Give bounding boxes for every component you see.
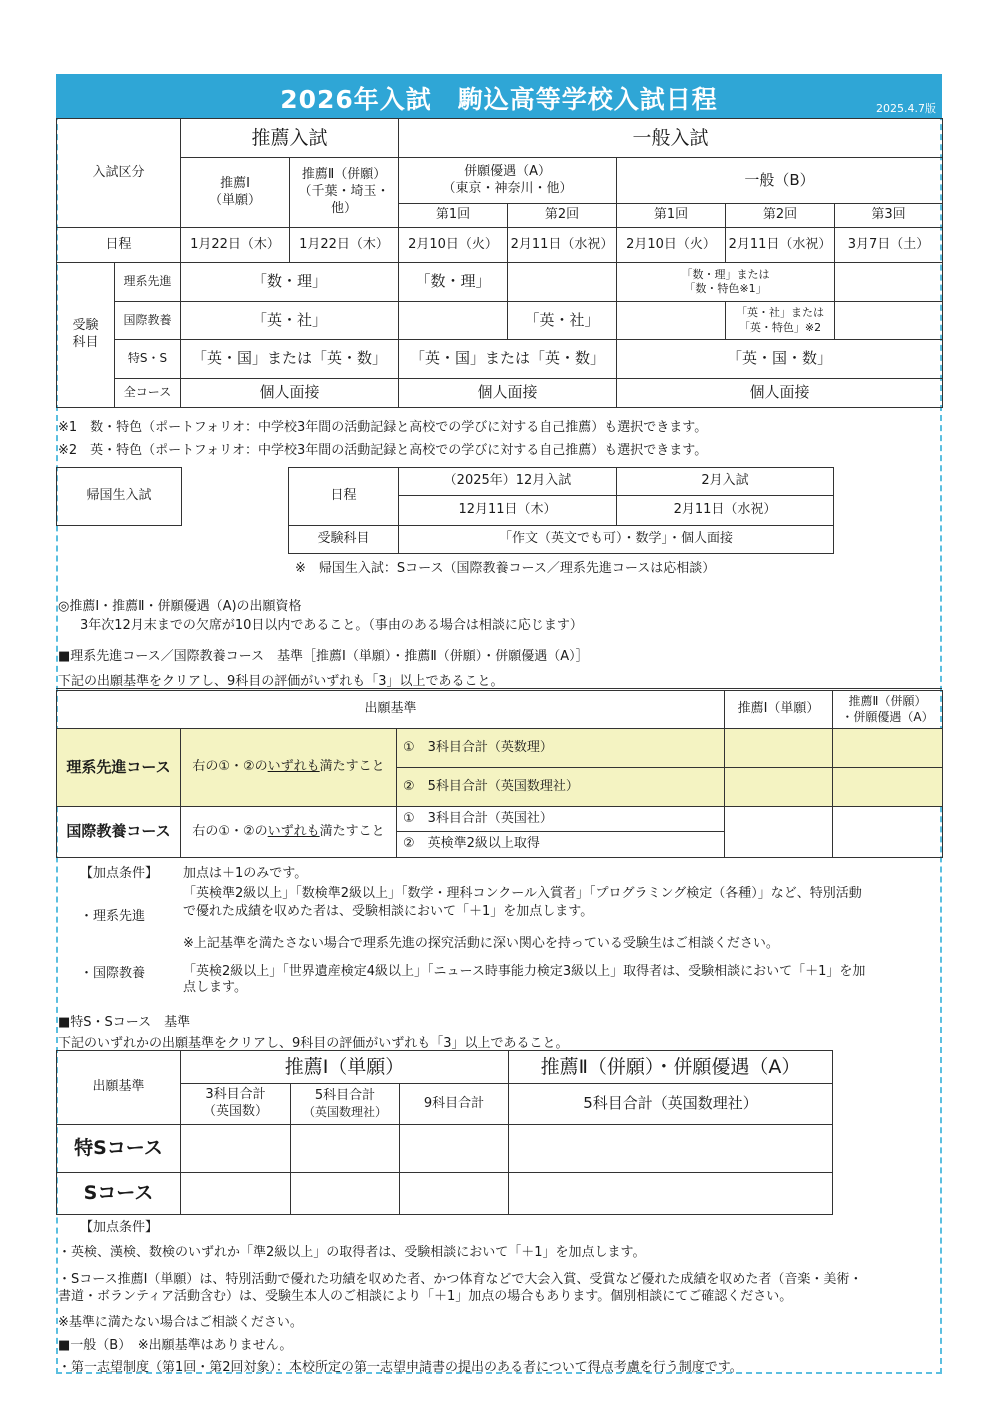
empty-cell — [617, 302, 726, 340]
round-cell: 第1回 — [617, 204, 726, 228]
criteria-header: 出願基準 — [57, 691, 725, 729]
kasan1-kokusai-label: ・国際教養 — [80, 966, 146, 981]
kokusai-heigan-subjects: 「英・社」 — [508, 302, 617, 340]
kikoku-table — [288, 467, 834, 554]
row-kokusai: 国際教養 — [115, 302, 181, 340]
kasan1-label: 【加点条件】 — [80, 866, 159, 881]
kikoku-label-box — [56, 467, 182, 526]
blank-cell — [833, 768, 943, 807]
kikoku-subjects: 「作文（英文でも可）・数学」・個人面接 — [399, 526, 834, 554]
mensetsu-cell: 個人面接 — [399, 379, 617, 408]
category-label: 入試区分 — [57, 119, 181, 228]
kokusai-criterion-2: ② 英検準2級以上取得 — [397, 832, 725, 858]
kokusai-course-name: 国際教養コース — [57, 807, 181, 858]
rikei-criterion-1: ① 3科目合計（英数理） — [397, 729, 725, 768]
suisen2-col-header: 推薦Ⅱ（併願） ・併願優遇（A） — [833, 691, 943, 729]
tokus-course-name: 特Sコース — [57, 1125, 181, 1173]
round-cell: 第3回 — [835, 204, 943, 228]
empty-cell — [399, 302, 508, 340]
kikoku-subject-label: 受験科目 — [289, 526, 399, 554]
section2-heading: ■特S・Sコース 基準 — [58, 1015, 191, 1030]
kasan1-kokusai-2: 点します。 — [183, 980, 247, 995]
kasan1-rikei-2: で優れた成績を収めた者は、受験相談において「＋1」を加点します。 — [183, 904, 594, 919]
kokusai-criterion-1: ① 3科目合計（英国社） — [397, 807, 725, 832]
kasan2-line-3: 書道・ボランティア活動含む）は、受験生本人のご相談により「＋1」加点の場合もあります。個別相談にてご確認ください。 — [58, 1289, 793, 1304]
s-course-name: Sコース — [57, 1173, 181, 1215]
ippan-heading: ■一般（B） ※出願基準はありません。 — [58, 1338, 293, 1353]
blank-cell — [725, 768, 833, 807]
criteria-label-2: 出願基準 — [57, 1051, 181, 1125]
blank-cell — [181, 1173, 291, 1215]
suisen-header: 推薦入試 — [181, 119, 399, 158]
kasan2-line-4: ※基準に満たない場合はご相談ください。 — [58, 1315, 303, 1330]
kasan2-line-1: ・英検、漢検、数検のいずれか「準2級以上」の取得者は、受験相談において「＋1」を加点します。 — [58, 1245, 646, 1260]
section1-heading: ■理系先進コース／国際教養コース 基準［推薦Ⅰ（単願）・推薦Ⅱ（併願）・併願優遇（A）］ — [58, 649, 589, 664]
c5b-header: 5科目合計（英国数理社） — [509, 1084, 833, 1125]
empty-cell — [835, 302, 943, 340]
criteria-table-1 — [56, 690, 943, 858]
kikoku-note: ※ 帰国生入試：Sコース（国際教養コース／理系先進コースは応相談） — [295, 561, 716, 576]
date-cell: 2月11日（水祝） — [508, 228, 617, 263]
rikei-condition: 右の①・②のいずれも満たすこと — [181, 729, 397, 807]
blank-cell — [833, 729, 943, 768]
kikoku-feb-date: 2月11日（水祝） — [617, 496, 834, 526]
blank-cell — [833, 807, 943, 858]
schedule-table — [56, 118, 943, 408]
date-label: 日程 — [57, 228, 181, 263]
rikei-criterion-2: ② 5科目合計（英国数理社） — [397, 768, 725, 807]
round-cell: 第2回 — [508, 204, 617, 228]
mensetsu-cell: 個人面接 — [617, 379, 943, 408]
blank-cell — [400, 1173, 509, 1215]
kasan1-rikei-3: ※上記基準を満たさない場合で理系先進の探究活動に深い関心を持っている受験生はご相談ください。 — [183, 936, 779, 951]
row-all: 全コース — [115, 379, 181, 408]
blank-cell — [181, 1125, 291, 1173]
round-cell: 第2回 — [726, 204, 835, 228]
kikoku-feb-head: 2月入試 — [617, 468, 834, 496]
kikoku-dec-head: （2025年）12月入試 — [399, 468, 617, 496]
date-cell: 1月22日（木） — [290, 228, 399, 263]
row-tokus: 特S・S — [115, 340, 181, 379]
tokus-ippan-subjects: 「英・国・数」 — [617, 340, 943, 379]
ippan-header: 一般入試 — [399, 119, 943, 158]
date-cell: 3月7日（土） — [835, 228, 943, 263]
note-1: ※1 数・特色（ポートフォリオ：中学校3年間の活動記録と高校での学びに対する自己推薦）も選択できます。 — [58, 420, 708, 435]
empty-cell — [835, 263, 943, 302]
blank-cell — [509, 1125, 833, 1173]
date-cell: 2月10日（火） — [399, 228, 508, 263]
kasan2-line-2: ・Sコース推薦Ⅰ（単願）は、特別活動で優れた功績を収めた者、かつ体育などで大会入賞、受賞など優れた成績を収めた者（音楽・美術・ — [58, 1272, 863, 1287]
date-cell: 2月10日（火） — [617, 228, 726, 263]
tokus-suisen-subjects: 「英・国」または「英・数」 — [181, 340, 399, 379]
blank-cell — [509, 1173, 833, 1215]
kokusai-suisen-subjects: 「英・社」 — [181, 302, 399, 340]
date-cell: 2月11日（水祝） — [726, 228, 835, 263]
subject-label: 受験 科目 — [57, 263, 115, 408]
kasan1-only: 加点は＋1のみです。 — [183, 866, 308, 881]
rikei-heigan-subjects: 「数・理」 — [399, 263, 508, 302]
blank-cell — [291, 1173, 400, 1215]
suisen1-header: 推薦Ⅰ （単願） — [181, 158, 290, 228]
note-2: ※2 英・特色（ポートフォリオ：中学校3年間の活動記録と高校での学びに対する自己推薦）も選択できます。 — [58, 443, 708, 458]
qualification-body: 3年次12月末までの欠席が10日以内であること。（事由のある場合は相談に応じます） — [80, 618, 583, 633]
page-title: 2026年入試 駒込高等学校入試日程 — [280, 85, 718, 114]
tokus-heigan-subjects: 「英・国」または「英・数」 — [399, 340, 617, 379]
kasan1-rikei-label: ・理系先進 — [80, 909, 146, 924]
rikei-course-name: 理系先進コース — [57, 729, 181, 807]
kasan1-kokusai-1: 「英検2級以上」「世界遺産検定4級以上」「ニュース時事能力検定3級以上」取得者は、受験相談において「＋1」を加 — [183, 964, 866, 979]
suisen2-header-2: 推薦Ⅱ（併願）・併願優遇（A） — [509, 1051, 833, 1084]
title-bar — [56, 74, 942, 118]
suisen1-header-2: 推薦Ⅰ（単願） — [181, 1051, 509, 1084]
date-cell: 1月22日（木） — [181, 228, 290, 263]
empty-cell — [508, 263, 617, 302]
suisen1-col-header: 推薦Ⅰ（単願） — [725, 691, 833, 729]
blank-cell — [400, 1125, 509, 1173]
blank-cell — [725, 807, 833, 858]
heigan-header: 併願優遇（A） （東京・神奈川・他） — [399, 158, 617, 204]
kikoku-label: 帰国生入試 — [57, 468, 182, 526]
ippan-b-header: 一般（B） — [617, 158, 943, 204]
divider — [56, 688, 942, 689]
section1-sub: 下記の出願基準をクリアし、9科目の評価がいずれも「3」以上であること。 — [58, 674, 504, 689]
c3-header: 3科目合計 （英国数） — [181, 1084, 291, 1125]
kokusai-ippan-subjects: 「英・社」または 「英・特色」※2 — [726, 302, 835, 340]
kasan2-label: 【加点条件】 — [80, 1220, 159, 1235]
mensetsu-cell: 個人面接 — [181, 379, 399, 408]
criteria-table-2 — [56, 1050, 833, 1215]
suisen2-header: 推薦Ⅱ（併願） （千葉・埼玉・ 他） — [290, 158, 399, 228]
round-cell: 第1回 — [399, 204, 508, 228]
section2-sub: 下記のいずれかの出願基準をクリアし、9科目の評価がいずれも「3」以上であること。 — [58, 1036, 569, 1051]
blank-cell — [725, 729, 833, 768]
kikoku-dec-date: 12月11日（木） — [399, 496, 617, 526]
kikoku-date-label: 日程 — [289, 468, 399, 526]
row-rikei: 理系先進 — [115, 263, 181, 302]
kokusai-condition: 右の①・②のいずれも満たすこと — [181, 807, 397, 858]
c5-header: 5科目合計 （英国数理社） — [291, 1084, 400, 1125]
c9-header: 9科目合計 — [400, 1084, 509, 1125]
blank-cell — [291, 1125, 400, 1173]
kasan1-rikei-1: 「英検準2級以上」「数検準2級以上」「数学・理科コンクール入賞者」「プログラミング検定（各種）」など、特別活動 — [183, 886, 862, 901]
rikei-suisen-subjects: 「数・理」 — [181, 263, 399, 302]
rikei-ippan-subjects: 「数・理」または 「数・特色※1」 — [617, 263, 835, 302]
version-label: 2025.4.7版 — [876, 102, 936, 115]
qualification-title: ◎推薦Ⅰ・推薦Ⅱ・併願優遇（A)の出願資格 — [58, 599, 302, 614]
ippan-line: ・第一志望制度（第1回・第2回対象）：本校所定の第一志望申請書の提出のある者について得点考慮を行う制度です。 — [58, 1360, 743, 1375]
